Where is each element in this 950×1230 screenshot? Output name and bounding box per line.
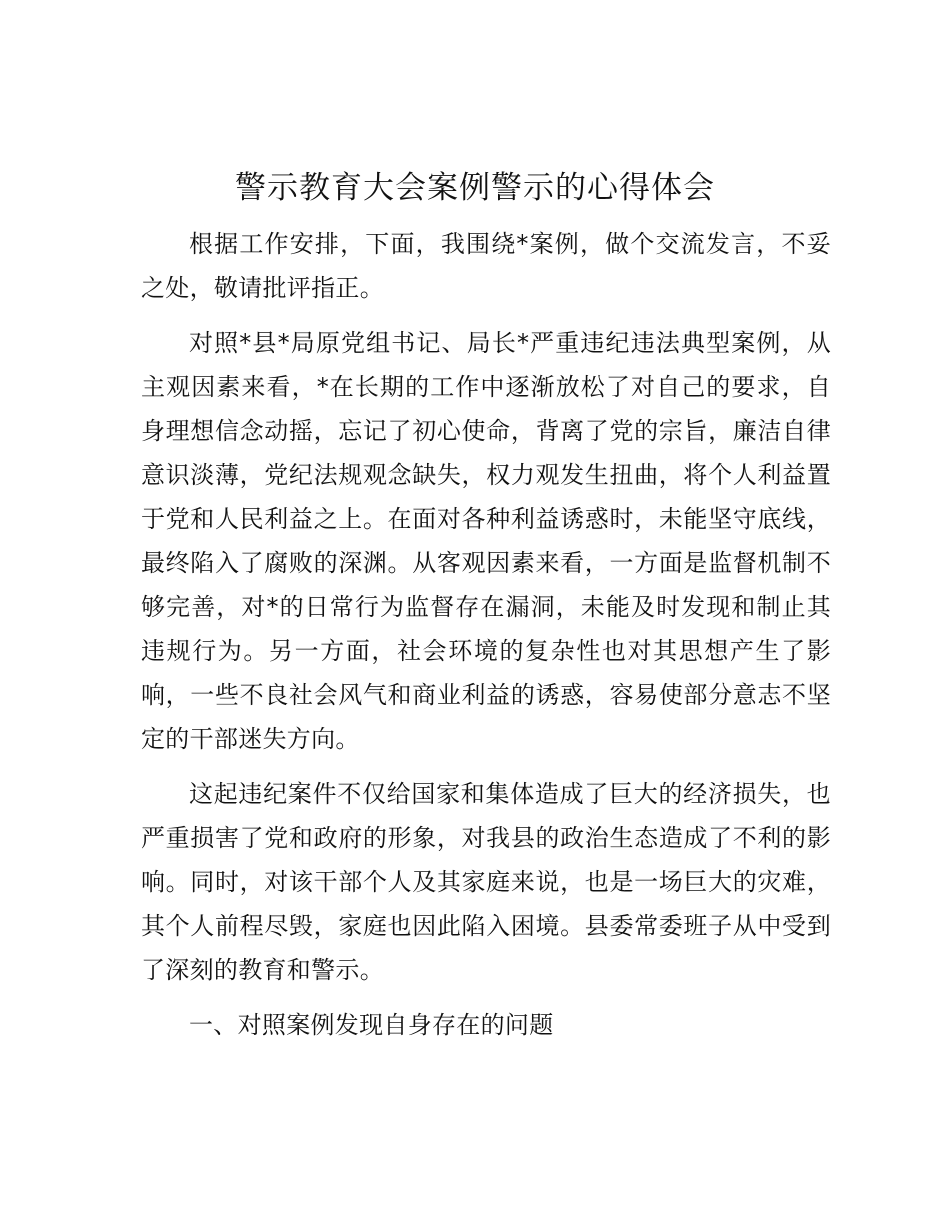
document-body [141,222,831,1058]
document-title: 警示教育大会案例警示的心得体会 [235,170,715,206]
paragraph-case-impact: 这起违纪案件不仅给国家和集体造成了巨大的经济损失，也严重损害了党和政府的形象，对我县的政治生态造成了不利的影响。同时，对该干部个人及其家庭来说，也是一场巨大的灾难，其个人前程尽毁，家庭也因此陷入困境。县委常委班子从中受到了深刻的教育和警示。 [141,780,831,984]
paragraph-case-analysis: 对照*县*局原党组书记、局长*严重违纪违法典型案例，从主观因素来看，*在长期的工作中逐渐放松了对自己的要求，自身理想信念动摇，忘记了初心使命，背离了党的宗旨，廉洁自律意识淡薄，党纪法规观念缺失，权力观发生扭曲，将个人利益置于党和人民利益之上。在面对各种利益诱惑时，未能坚守底线，最终陷入了腐败的深渊。从客观因素来看，一方面是监督机制不够完善，对*的日常行为监督存在漏洞，未能及时发现和制止其违规行为。另一方面，社会环境的复杂性也对其思想产生了影响，一些不良社会风气和商业利益的诱惑，容易使部分意志不坚定的干部迷失方向。 [141,329,831,753]
paragraph-intro: 根据工作安排，下面，我围绕*案例，做个交流发言，不妥之处，敬请批评指正。 [141,230,831,302]
section-heading: 一、对照案例发现自身存在的问题 [189,1011,554,1039]
